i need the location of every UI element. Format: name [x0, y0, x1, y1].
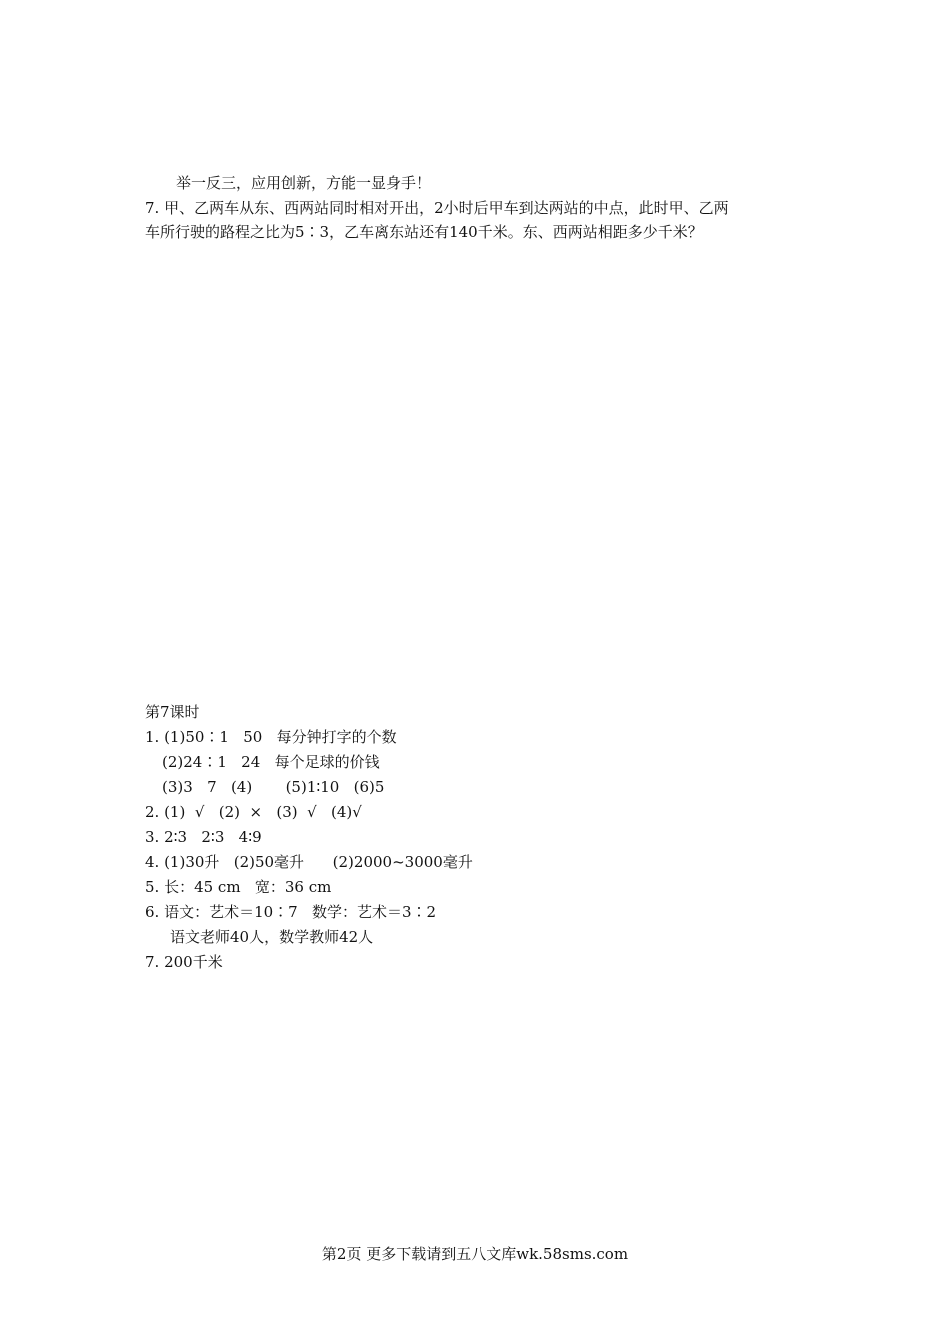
answer-1-line-1: 1. (1)50∶1 50 每分钟打字的个数 [145, 728, 397, 746]
answer-2: 2. (1) √ (2) × (3) √ (4)√ [145, 803, 362, 821]
answer-3: 3. 2∶3 2∶3 4∶9 [145, 828, 262, 846]
answer-6-line-1: 6. 语文：艺术＝10∶7 数学：艺术＝3∶2 [145, 903, 437, 921]
question-7-line-2: 车所行驶的路程之比为5∶3，乙车离东站还有140千米。东、西两站相距多少千米？ [145, 223, 703, 241]
answers-title: 第7课时 [145, 703, 200, 721]
page-footer: 第2页 更多下载请到五八文库wk.58sms.com [321, 1245, 629, 1263]
answer-4: 4. (1)30升 (2)50毫升 (2)2000~3000毫升 [145, 853, 473, 871]
question-7-line-1: 7. 甲、乙两车从东、西两站同时相对开出，2小时后甲车到达两站的中点，此时甲、乙两 [145, 199, 729, 217]
answer-5: 5. 长：45 cm 宽：36 cm [145, 878, 332, 896]
answer-1-line-3: (3)3 7 (4) (5)1∶10 (6)5 [162, 778, 385, 796]
answer-1-line-2: (2)24∶1 24 每个足球的价钱 [162, 753, 380, 771]
answer-6-line-2: 语文老师40人，数学教师42人 [170, 928, 374, 946]
motto-text: 举一反三，应用创新，方能一显身手！ [176, 174, 432, 192]
answer-7: 7. 200千米 [145, 953, 223, 971]
